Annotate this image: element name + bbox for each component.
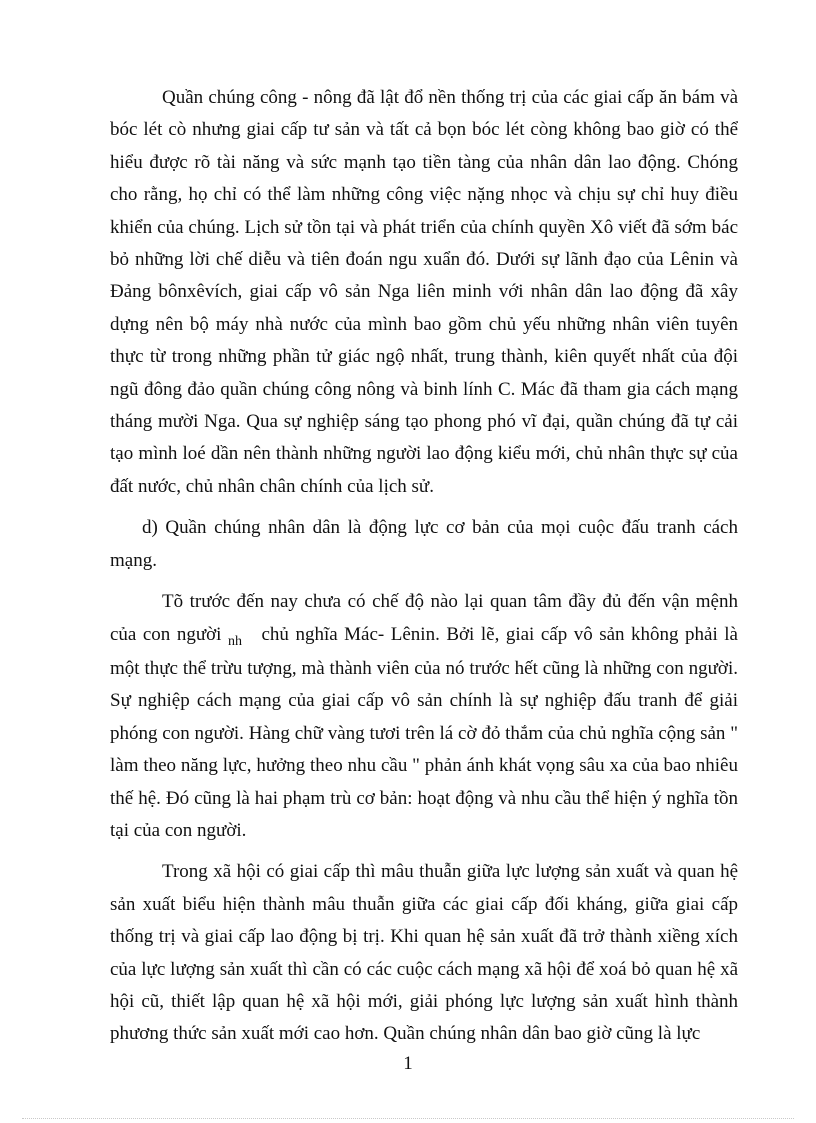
page-bottom-divider — [22, 1118, 794, 1119]
paragraph-3-subscript: nh — [227, 633, 242, 649]
paragraph-1: Quần chúng công - nông đã lật đổ nền thống trị của các giai cấp ăn bám và bóc lét cò nhưng giai cấp tư sản và tất cả bọn bóc lét còng không bao giờ có thể hiểu được rõ tài năng và sức mạnh tạo tiền tàng của nhân dân lao động. Chóng cho rằng, họ chỉ có thể làm những công việc nặng nhọc và chịu sự chỉ huy điều khiển của chúng. Lịch sử tồn tại và phát triển của chính quyền Xô viết đã sớm bác bỏ những lời chế diễu và tiên đoán ngu xuẩn đó. Dưới sự lãnh đạo của Lênin và Đảng bônxêvích, giai cấp vô sản Nga liên minh với nhân dân lao động đã xây dựng nên bộ máy nhà nước của mình bao gồm chủ yếu những nhân viên tuyên thực từ trong những phần tử giác ngộ nhất, trung thành, kiên quyết nhất của đội ngũ đông đảo quần chúng công nông và binh lính C. Mác đã tham gia cách mạng tháng mười Nga. Qua sự nghiệp sáng tạo phong phó vĩ đại, quần chúng đã tự cải tạo mình loé dần nên thành những người lao động kiểu mới, chủ nhân thực sự của đất nước, chủ nhân chân chính của lịch sử. — [110, 87, 738, 497]
paragraph-3-end: chủ nghĩa Mác- Lênin. Bởi lẽ, giai cấp vô sản không phải là một thực thể trừu tượng, mà thành viên của nó trước hết cũng là những con người. Sự nghiệp cách mạng của giai cấp vô sản chính là sự nghiệp đấu tranh để giải phóng con người. Hàng chữ vàng tươi trên lá cờ đỏ thắm của chủ nghĩa cộng sản " làm theo năng lực, hưởng theo nhu cầu " phản ánh khát vọng sâu xa của bao nhiêu thế hệ. Đó cũng là hai phạm trù cơ bản: hoạt động và nhu cầu thể hiện ý nghĩa tồn tại của con người. — [110, 623, 738, 841]
document-body — [110, 82, 738, 1051]
paragraph-3-start: Tõ trước đến nay chưa có chế độ nào lại quan tâm đầy đủ đến vận mệnh của con người — [110, 591, 738, 645]
paragraph-4: Trong xã hội có giai cấp thì mâu thuẫn giữa lực lượng sản xuất và quan hệ sản xuất biểu hiện thành mâu thuẫn giữa các giai cấp đối kháng, giữa giai cấp thống trị và giai cấp lao động bị trị. Khi quan hệ sản xuất đã trở thành xiềng xích của lực lượng sản xuất thì cần có các cuộc cách mạng xã hội để xoá bỏ quan hệ xã hội cũ, thiết lập quan hệ xã hội mới, giải phóng lực lượng sản xuất hình thành phương thức sản xuất mới cao hơn. Quần chúng nhân dân bao giờ cũng là lực — [110, 861, 738, 1045]
paragraph-3 — [110, 586, 738, 847]
section-heading-d: d) Quần chúng nhân dân là động lực cơ bản của mọi cuộc đấu tranh cách mạng. — [110, 517, 738, 571]
page-number: 1 — [403, 1053, 413, 1074]
